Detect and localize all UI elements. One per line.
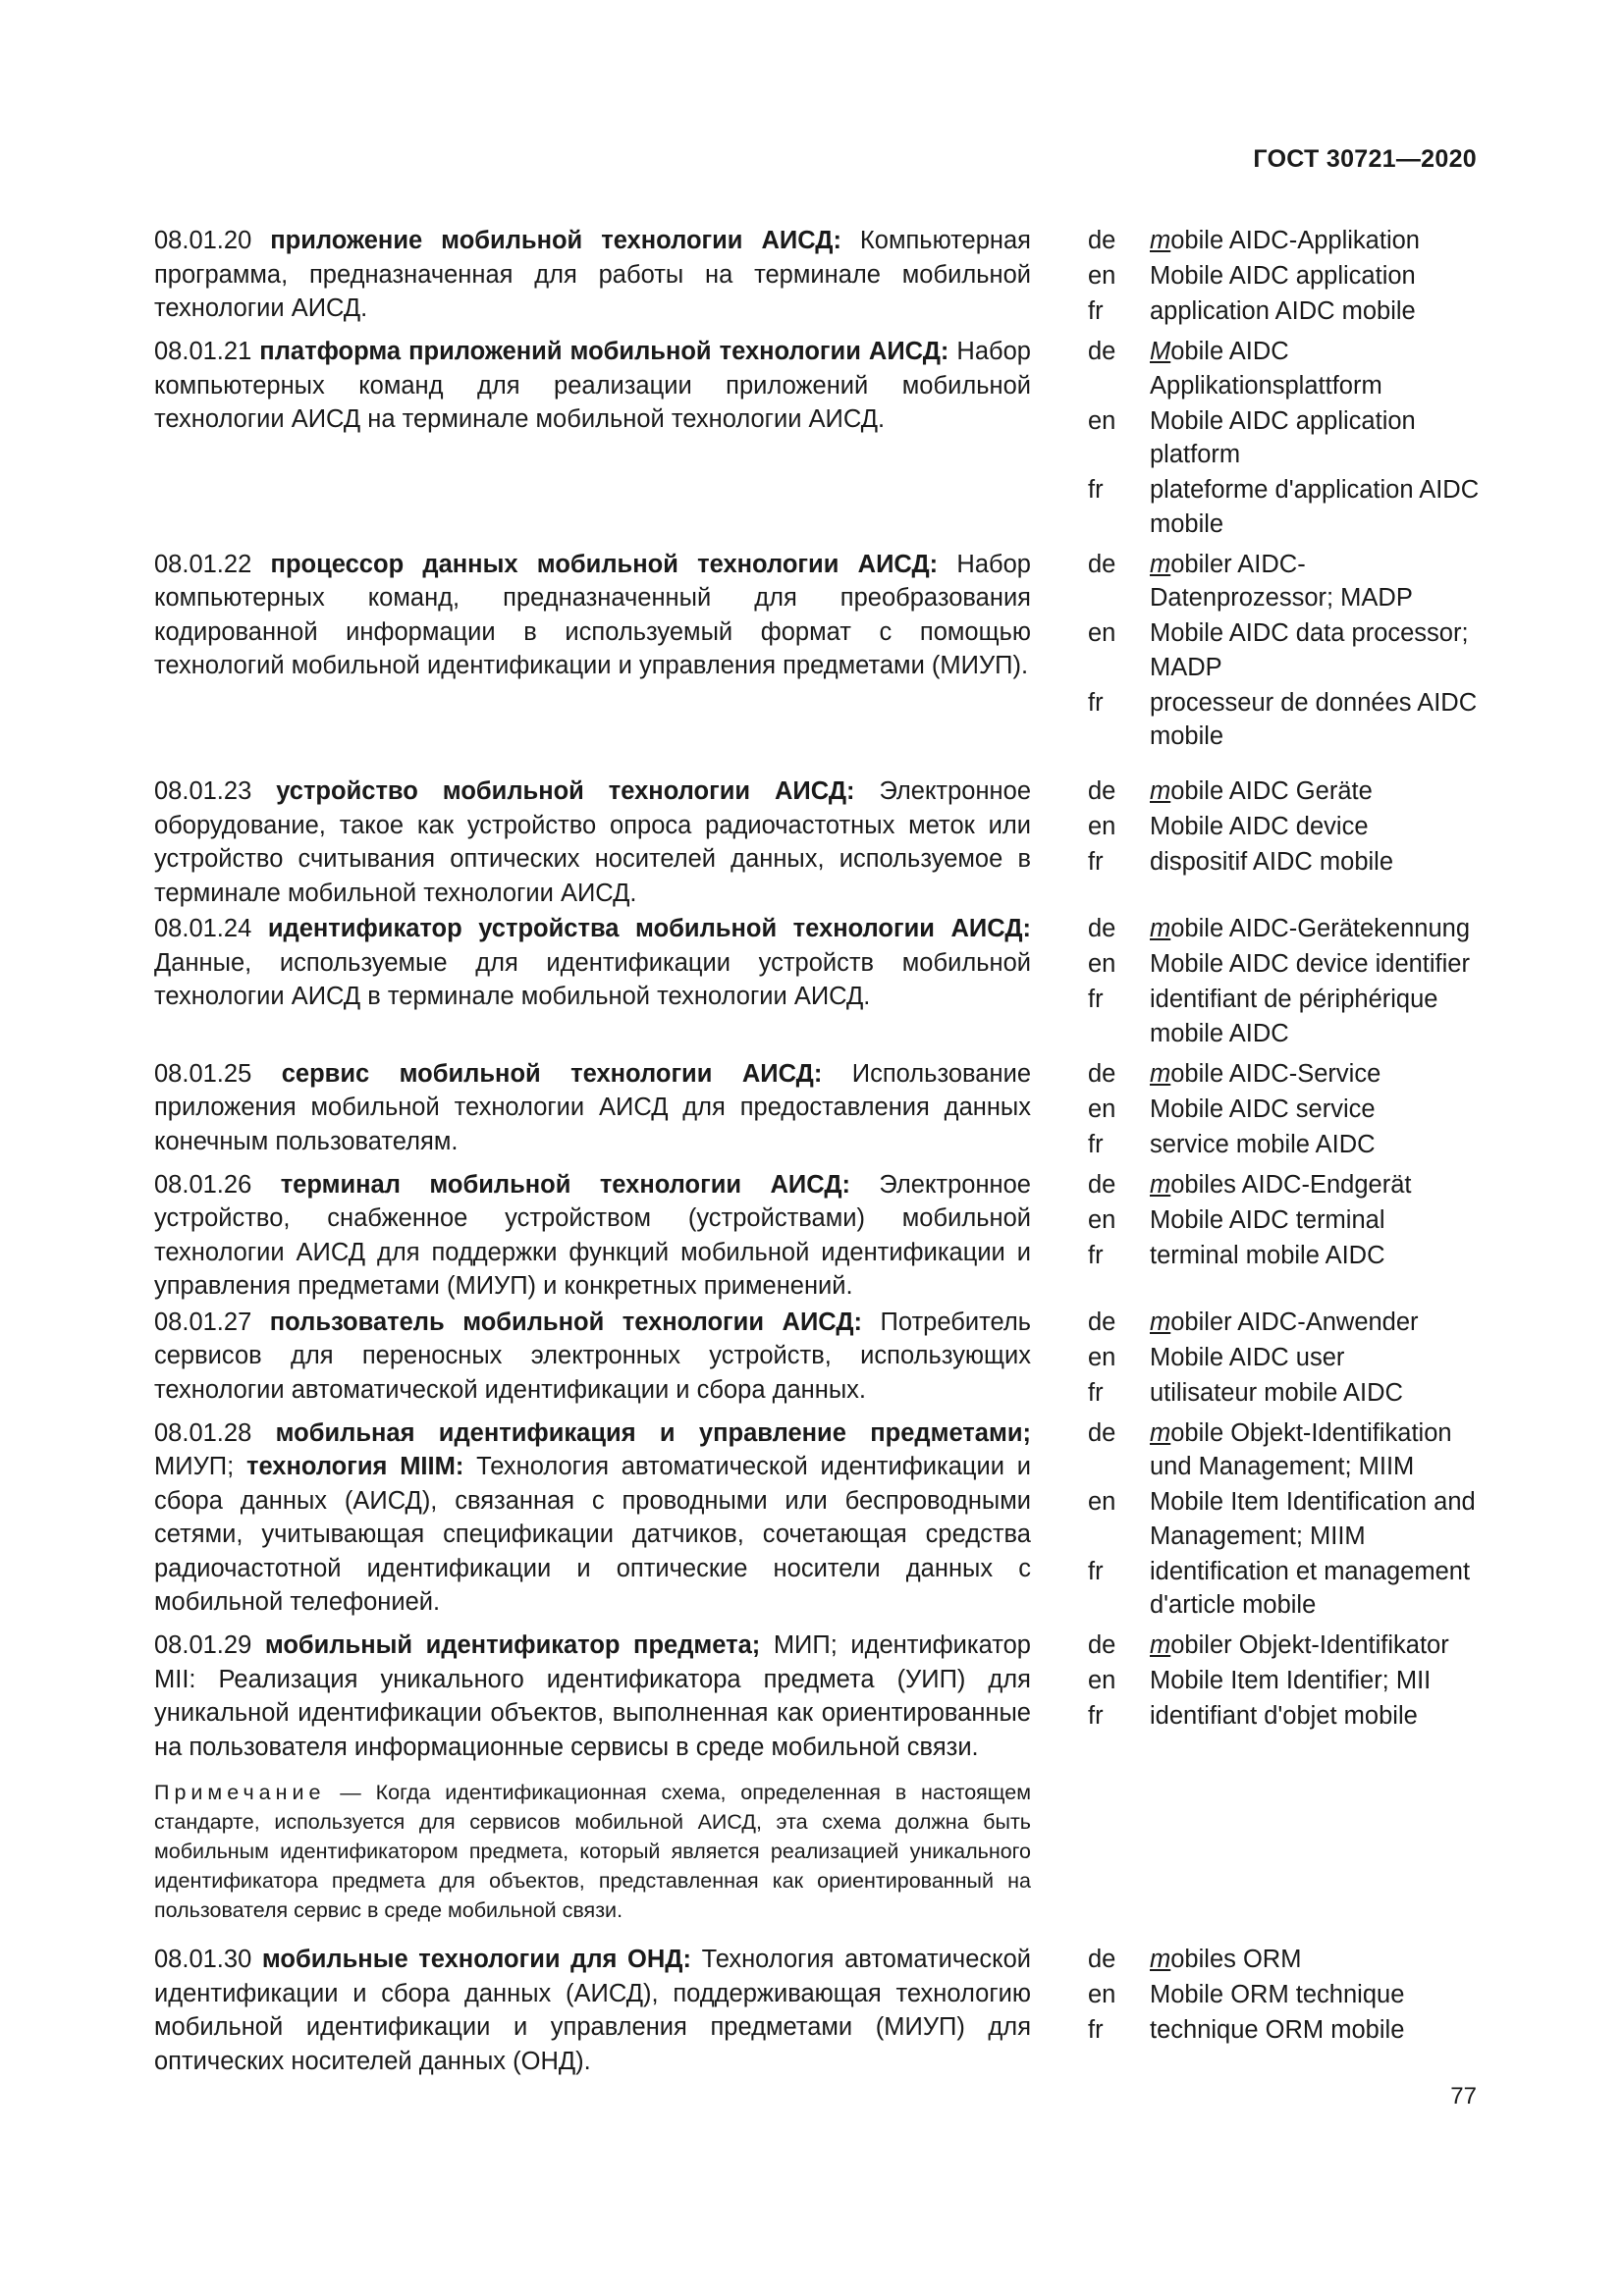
term-entry: [154, 1943, 1480, 2078]
term-translations: de mobiler Objekt-Identifikator en Mobile Item Identifier; MII fr identifiant d'objet mobile: [1088, 1631, 1449, 1730]
term-definition: 08.01.20 приложение мобильной технологии АИСД: Компьютерная программа, предназначенная для работы на терминале мобильной технологии АИСД.: [154, 227, 1031, 322]
term-translations: de mobiler AIDC-Anwender en Mobile AIDC user fr utilisateur mobile AIDC: [1088, 1308, 1419, 1407]
term-entry: [154, 1629, 1480, 1764]
term-definition: 08.01.21 платформа приложений мобильной технологии АИСД: Набор компьютерных команд для реализации приложений мобильной технологии АИСД на терминале мобильной технологии АИСД.: [154, 338, 1031, 433]
term-translations: de mobile Objekt-Identifikation und Management; MIIM en Mobile Item Identification and Management; MIIM fr identification et management d'article mobile: [1088, 1418, 1476, 1619]
term-entry: [154, 912, 1480, 1052]
term-translations: de mobiles AIDC-Endgerät en Mobile AIDC terminal fr terminal mobile AIDC: [1088, 1170, 1412, 1269]
term-entry: [154, 335, 1480, 543]
term-definition: 08.01.30 мобильные технологии для ОНД: Технология автоматической идентификации и сбора данных (АИСД), поддерживающая технологию мобильной идентификации и управления предметами (МИУП) для оптических носителей данных (ОНД).: [154, 1946, 1032, 2075]
term-entry: [154, 224, 1480, 330]
note-paragraph: Примечание — Когда идентификационная схема, определенная в настоящем стандарте, используется для сервисов мобильной АИСД, эта схема должна быть мобильным идентификатором предмета, который является реализацией уникального идентификатора предмета для объектов, представленная как ориентированный на пользователя сервис в среде мобильной связи.: [154, 1781, 1031, 1922]
term-definition: 08.01.24 идентификатор устройства мобильной технологии АИСД: Данные, используемые для идентификации устройств мобильной технологии АИСД в терминале мобильной технологии АИСД.: [154, 915, 1031, 1010]
term-entry: [154, 548, 1480, 756]
term-translations: de mobiles ORM en Mobile ORM technique fr technique ORM mobile: [1088, 1946, 1405, 2044]
term-entry: [154, 1057, 1480, 1163]
term-definition: 08.01.23 устройство мобильной технологии АИСД: Электронное оборудование, такое как устройство опроса радиочастотных меток или устройство считывания оптических носителей данных, используемое в терминале мобильной технологии АИСД.: [154, 777, 1031, 907]
term-definition: 08.01.25 сервис мобильной технологии АИСД: Использование приложения мобильной технологии АИСД для предоставления данных конечным пользователям.: [154, 1059, 1031, 1155]
term-translations: de mobile AIDC-Service en Mobile AIDC service fr service mobile AIDC: [1088, 1059, 1381, 1158]
term-definition: 08.01.28 мобильная идентификация и управление предметами; МИУП; технология MIIM: Технология автоматической идентификации и сбора данных (АИСД), связанная с проводными или беспроводными сетями, учитывающая спецификации датчиков, сочетающая средства радиочастотной идентификации и оптические носители данных с мобильной телефонией.: [154, 1418, 1032, 1616]
term-translations: de Mobile AIDC Applikationsplattform en Mobile AIDC application platform fr plateforme d'application AIDC mobile: [1088, 338, 1480, 538]
term-translations: de mobiler AIDC-Datenprozessor; MADP en Mobile AIDC data processor; MADP fr processeur de données AIDC mobile: [1088, 550, 1478, 750]
note-label: Примечание: [154, 1781, 326, 1804]
document-standard-number: ГОСТ 30721—2020: [1253, 145, 1477, 173]
term-entry: [154, 1306, 1480, 1412]
term-entry: [154, 774, 1480, 910]
term-definition: 08.01.22 процессор данных мобильной технологии АИСД: Набор компьютерных команд, предназначенный для преобразования кодированной информации в используемый формат с помощью технологий мобильной идентификации и управления предметами (МИУП).: [154, 550, 1031, 679]
term-definition: 08.01.27 пользователь мобильной технологии АИСД: Потребитель сервисов для переносных электронных устройств, использующих технологии автоматической идентификации и сбора данных.: [154, 1308, 1031, 1404]
term-entry: [154, 1416, 1480, 1625]
term-translations: de mobile AIDC-Gerätekennung en Mobile AIDC device identifier fr identifiant de périphérique mobile AIDC: [1088, 915, 1471, 1047]
terms-list: [154, 224, 1480, 2078]
term-entry: [154, 1168, 1480, 1304]
term-translations: de mobile AIDC-Applikation en Mobile AIDC application fr application AIDC mobile: [1088, 227, 1420, 325]
page-number: 77: [1450, 2083, 1477, 2109]
term-definition: 08.01.26 терминал мобильной технологии АИСД: Электронное устройство, снабженное устройством (устройствами) мобильной технологии АИСД для поддержки функций мобильной идентификации и управления предметами (МИУП) и конкретных применений.: [154, 1170, 1031, 1300]
term-definition: 08.01.29 мобильный идентификатор предмета; МИП; идентификатор MII: Реализация уникального идентификатора предмета (УИП) для уникальной идентификации объектов, выполненная как ориентированные на пользователя информационные сервисы в среде мобильной связи.: [154, 1631, 1031, 1761]
term-translations: de mobile AIDC Geräte en Mobile AIDC device fr dispositif AIDC mobile: [1088, 777, 1394, 876]
